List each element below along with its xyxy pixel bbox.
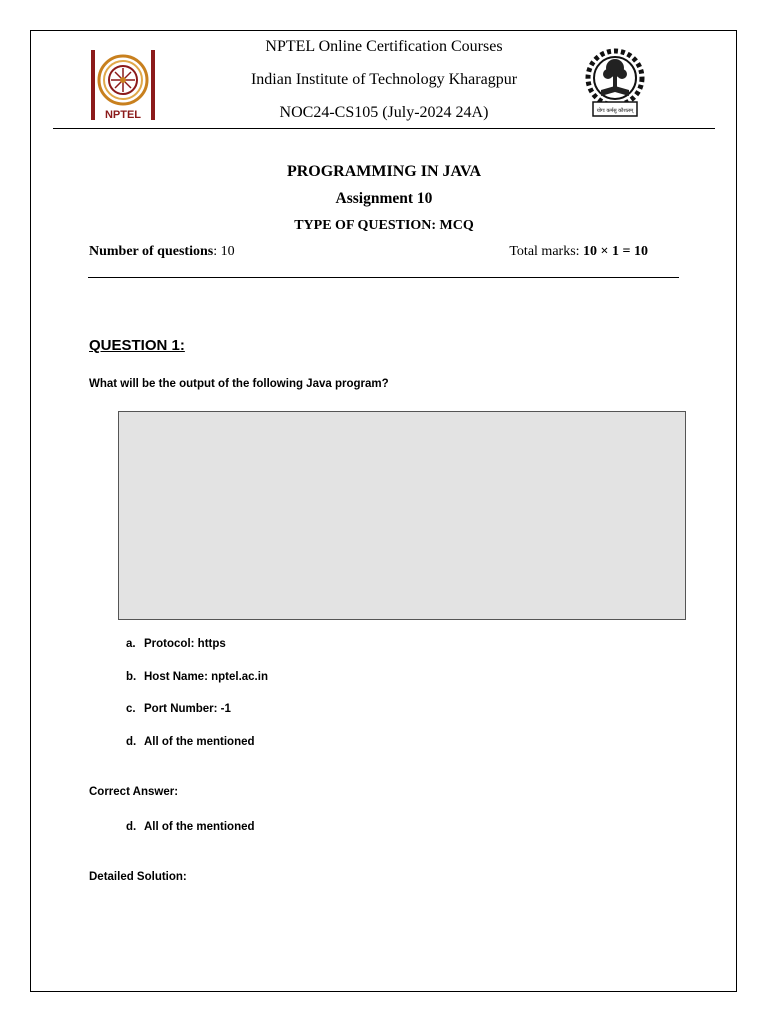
detailed-solution-label: Detailed Solution: <box>89 871 187 883</box>
option-text: All of the mentioned <box>144 736 255 748</box>
svg-text:NPTEL: NPTEL <box>104 109 142 121</box>
correct-answer <box>126 821 255 833</box>
course-title: PROGRAMMING IN JAVA <box>286 163 482 180</box>
num-questions-label: Number of questions <box>89 244 214 259</box>
option-d <box>126 736 255 748</box>
nptel-logo <box>88 46 160 122</box>
option-letter: d. <box>126 736 137 748</box>
question-type: TYPE OF QUESTION: MCQ <box>294 218 474 233</box>
option-text: Port Number: -1 <box>144 703 231 715</box>
question-heading: QUESTION 1: <box>89 337 185 354</box>
question-text: What will be the output of the following Java program? <box>89 378 389 390</box>
option-text: Protocol: https <box>144 638 226 650</box>
assignment-title: Assignment 10 <box>335 190 433 207</box>
code-snippet-box <box>118 411 686 620</box>
total-marks-value: 10 × 1 = 10 <box>583 244 648 259</box>
header-divider <box>53 128 715 129</box>
iit-kharagpur-logo <box>584 44 646 122</box>
num-questions-value: : 10 <box>213 244 235 259</box>
option-a <box>126 638 226 650</box>
option-text: All of the mentioned <box>144 821 255 833</box>
option-letter: d. <box>126 821 137 833</box>
correct-answer-label: Correct Answer: <box>89 786 179 798</box>
svg-text:योगः कर्मसु कौशलम्: योगः कर्मसु कौशलम् <box>596 108 634 114</box>
number-of-questions <box>89 244 235 260</box>
option-b <box>126 671 268 683</box>
header-line-1: NPTEL Online Certification Courses <box>265 38 503 55</box>
option-text: Host Name: nptel.ac.in <box>144 671 268 683</box>
option-letter: c. <box>126 703 136 715</box>
total-marks <box>509 244 648 260</box>
header-line-3: NOC24-CS105 (July-2024 24A) <box>279 104 489 121</box>
total-marks-label: Total marks: <box>509 244 584 259</box>
option-letter: b. <box>126 671 137 683</box>
option-letter: a. <box>126 638 136 650</box>
option-c <box>126 703 231 715</box>
section-divider <box>88 277 679 278</box>
header-line-2: Indian Institute of Technology Kharagpur <box>250 71 518 88</box>
